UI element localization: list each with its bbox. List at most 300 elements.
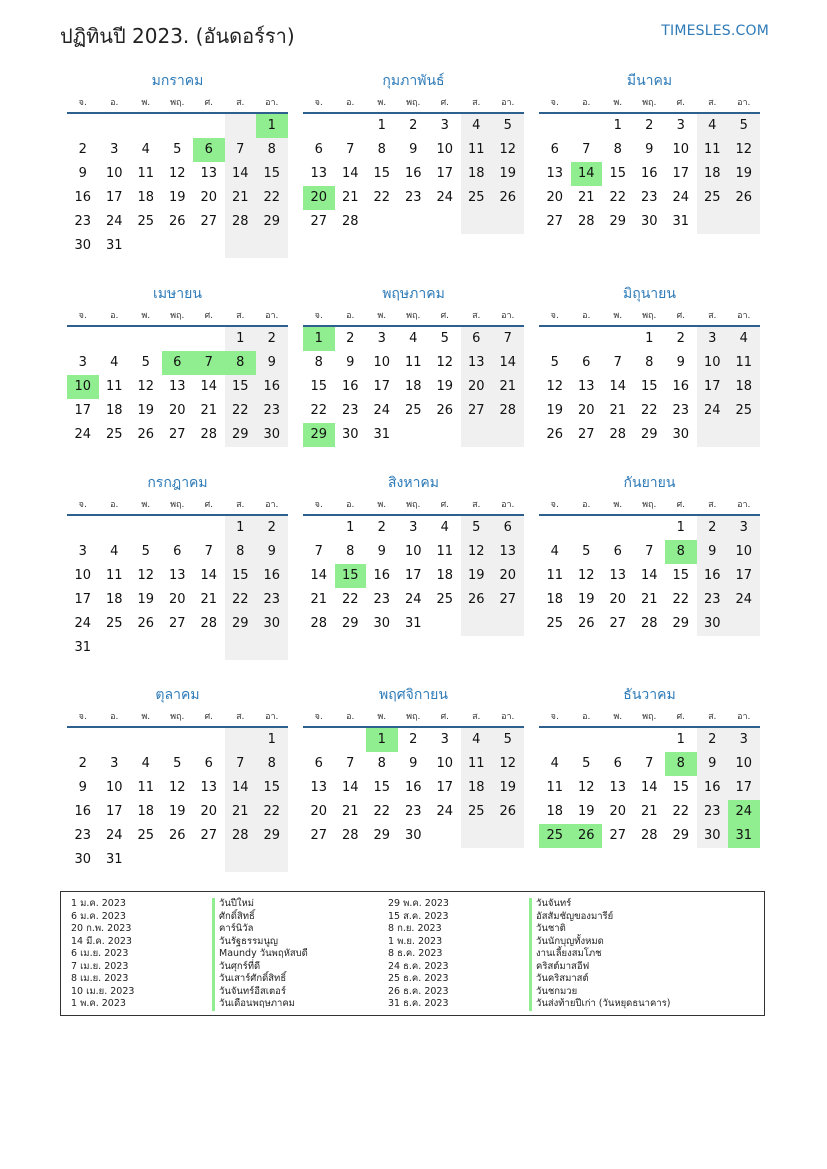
- day-cell[interactable]: 16: [74, 190, 92, 205]
- day-cell[interactable]: 1: [303, 327, 335, 351]
- day-cell[interactable]: 13: [546, 166, 564, 181]
- day-cell[interactable]: 15: [373, 166, 391, 181]
- day-cell[interactable]: 14: [200, 379, 218, 394]
- day-cell[interactable]: 1: [676, 732, 685, 747]
- day-cell[interactable]: 10: [74, 568, 92, 583]
- day-cell[interactable]: 22: [672, 592, 690, 607]
- day-cell[interactable]: 6: [204, 756, 213, 771]
- day-cell[interactable]: 22: [256, 800, 288, 824]
- day-cell[interactable]: 27: [200, 828, 218, 843]
- day-cell[interactable]: 2: [78, 756, 87, 771]
- day-cell[interactable]: 20: [492, 564, 524, 588]
- day-cell[interactable]: 18: [105, 403, 123, 418]
- day-cell[interactable]: 30: [697, 824, 729, 848]
- day-cell[interactable]: 14: [200, 568, 218, 583]
- day-cell[interactable]: 8: [613, 142, 622, 157]
- day-cell[interactable]: 16: [640, 166, 658, 181]
- day-cell[interactable]: 26: [728, 186, 760, 210]
- day-cell[interactable]: 17: [105, 190, 123, 205]
- day-cell[interactable]: 30: [640, 214, 658, 229]
- day-cell[interactable]: 2: [78, 142, 87, 157]
- day-cell[interactable]: 4: [141, 142, 150, 157]
- day-cell[interactable]: 3: [78, 544, 87, 559]
- day-cell[interactable]: 14: [571, 162, 603, 186]
- day-cell[interactable]: 25: [404, 403, 422, 418]
- day-cell[interactable]: 4: [110, 355, 119, 370]
- day-cell[interactable]: 1: [613, 118, 622, 133]
- day-cell[interactable]: 1: [256, 114, 288, 138]
- day-cell[interactable]: 20: [168, 592, 186, 607]
- day-cell[interactable]: 29: [672, 828, 690, 843]
- day-cell[interactable]: 27: [546, 214, 564, 229]
- day-cell[interactable]: 12: [577, 780, 595, 795]
- day-cell[interactable]: 9: [645, 142, 654, 157]
- day-cell[interactable]: 1: [676, 520, 685, 535]
- day-cell[interactable]: 29: [672, 616, 690, 631]
- day-cell[interactable]: 2: [377, 520, 386, 535]
- day-cell[interactable]: 10: [105, 780, 123, 795]
- day-cell[interactable]: 6: [314, 756, 323, 771]
- day-cell[interactable]: 20: [609, 804, 627, 819]
- day-cell[interactable]: 12: [461, 540, 493, 564]
- day-cell[interactable]: 9: [697, 540, 729, 564]
- day-cell[interactable]: 17: [105, 804, 123, 819]
- day-cell[interactable]: 25: [461, 186, 493, 210]
- day-cell[interactable]: 11: [546, 780, 564, 795]
- day-cell[interactable]: 4: [461, 728, 493, 752]
- day-cell[interactable]: 21: [577, 190, 595, 205]
- day-cell[interactable]: 6: [193, 138, 225, 162]
- day-cell[interactable]: 30: [404, 828, 422, 843]
- day-cell[interactable]: 6: [550, 142, 559, 157]
- day-cell[interactable]: 20: [546, 190, 564, 205]
- day-cell[interactable]: 2: [676, 331, 685, 346]
- day-cell[interactable]: 21: [640, 804, 658, 819]
- day-cell[interactable]: 13: [168, 568, 186, 583]
- day-cell[interactable]: 3: [676, 118, 685, 133]
- day-cell[interactable]: 16: [404, 780, 422, 795]
- day-cell[interactable]: 29: [341, 616, 359, 631]
- day-cell[interactable]: 18: [728, 375, 760, 399]
- day-cell[interactable]: 21: [609, 403, 627, 418]
- day-cell[interactable]: 7: [492, 327, 524, 351]
- day-cell[interactable]: 16: [256, 564, 288, 588]
- day-cell[interactable]: 31: [105, 238, 123, 253]
- day-cell[interactable]: 9: [346, 355, 355, 370]
- day-cell[interactable]: 30: [697, 612, 729, 636]
- day-cell[interactable]: 13: [609, 568, 627, 583]
- day-cell[interactable]: 30: [672, 427, 690, 442]
- day-cell[interactable]: 25: [697, 186, 729, 210]
- day-cell[interactable]: 1: [225, 327, 257, 351]
- day-cell[interactable]: 19: [546, 403, 564, 418]
- day-cell[interactable]: 25: [105, 427, 123, 442]
- day-cell[interactable]: 7: [193, 351, 225, 375]
- day-cell[interactable]: 6: [492, 516, 524, 540]
- day-cell[interactable]: 24: [404, 592, 422, 607]
- day-cell[interactable]: 27: [609, 616, 627, 631]
- day-cell[interactable]: 5: [173, 756, 182, 771]
- day-cell[interactable]: 23: [74, 828, 92, 843]
- day-cell[interactable]: 28: [200, 427, 218, 442]
- day-cell[interactable]: 5: [582, 544, 591, 559]
- day-cell[interactable]: 29: [609, 214, 627, 229]
- day-cell[interactable]: 15: [256, 162, 288, 186]
- day-cell[interactable]: 20: [310, 804, 328, 819]
- day-cell[interactable]: 23: [404, 190, 422, 205]
- day-cell[interactable]: 21: [310, 592, 328, 607]
- day-cell[interactable]: 28: [640, 828, 658, 843]
- day-cell[interactable]: 7: [204, 544, 213, 559]
- day-cell[interactable]: 20: [303, 186, 335, 210]
- day-cell[interactable]: 25: [105, 616, 123, 631]
- day-cell[interactable]: 31: [672, 214, 690, 229]
- day-cell[interactable]: 17: [373, 379, 391, 394]
- day-cell[interactable]: 9: [256, 540, 288, 564]
- day-cell[interactable]: 4: [550, 756, 559, 771]
- day-cell[interactable]: 23: [672, 403, 690, 418]
- day-cell[interactable]: 14: [341, 166, 359, 181]
- day-cell[interactable]: 12: [492, 752, 524, 776]
- day-cell[interactable]: 13: [577, 379, 595, 394]
- day-cell[interactable]: 22: [341, 592, 359, 607]
- day-cell[interactable]: 19: [436, 379, 454, 394]
- day-cell[interactable]: 23: [697, 800, 729, 824]
- day-cell[interactable]: 12: [168, 780, 186, 795]
- day-cell[interactable]: 5: [728, 114, 760, 138]
- day-cell[interactable]: 29: [640, 427, 658, 442]
- day-cell[interactable]: 5: [492, 728, 524, 752]
- day-cell[interactable]: 14: [225, 776, 257, 800]
- day-cell[interactable]: 11: [697, 138, 729, 162]
- day-cell[interactable]: 10: [105, 166, 123, 181]
- day-cell[interactable]: 16: [697, 776, 729, 800]
- day-cell[interactable]: 29: [225, 612, 257, 636]
- day-cell[interactable]: 6: [613, 756, 622, 771]
- day-cell[interactable]: 4: [461, 114, 493, 138]
- day-cell[interactable]: 28: [640, 616, 658, 631]
- day-cell[interactable]: 12: [436, 355, 454, 370]
- day-cell[interactable]: 12: [546, 379, 564, 394]
- day-cell[interactable]: 6: [461, 327, 493, 351]
- day-cell[interactable]: 13: [310, 780, 328, 795]
- day-cell[interactable]: 18: [546, 592, 564, 607]
- day-cell[interactable]: 12: [137, 379, 155, 394]
- day-cell[interactable]: 5: [141, 544, 150, 559]
- day-cell[interactable]: 18: [461, 776, 493, 800]
- day-cell[interactable]: 8: [225, 540, 257, 564]
- day-cell[interactable]: 15: [609, 166, 627, 181]
- day-cell[interactable]: 19: [168, 190, 186, 205]
- day-cell[interactable]: 7: [346, 756, 355, 771]
- day-cell[interactable]: 10: [436, 142, 454, 157]
- day-cell[interactable]: 16: [256, 375, 288, 399]
- day-cell[interactable]: 27: [310, 214, 328, 229]
- day-cell[interactable]: 11: [461, 752, 493, 776]
- day-cell[interactable]: 2: [346, 331, 355, 346]
- day-cell[interactable]: 28: [492, 399, 524, 423]
- day-cell[interactable]: 26: [492, 186, 524, 210]
- day-cell[interactable]: 26: [137, 427, 155, 442]
- day-cell[interactable]: 21: [492, 375, 524, 399]
- day-cell[interactable]: 20: [609, 592, 627, 607]
- day-cell[interactable]: 24: [74, 616, 92, 631]
- day-cell[interactable]: 6: [173, 544, 182, 559]
- day-cell[interactable]: 13: [168, 379, 186, 394]
- day-cell[interactable]: 9: [697, 752, 729, 776]
- day-cell[interactable]: 19: [137, 403, 155, 418]
- day-cell[interactable]: 31: [373, 427, 391, 442]
- day-cell[interactable]: 3: [409, 520, 418, 535]
- day-cell[interactable]: 3: [697, 327, 729, 351]
- day-cell[interactable]: 29: [256, 210, 288, 234]
- day-cell[interactable]: 23: [404, 804, 422, 819]
- day-cell[interactable]: 29: [225, 423, 257, 447]
- day-cell[interactable]: 2: [697, 516, 729, 540]
- day-cell[interactable]: 24: [436, 190, 454, 205]
- day-cell[interactable]: 11: [105, 568, 123, 583]
- day-cell[interactable]: 22: [225, 399, 257, 423]
- day-cell[interactable]: 28: [225, 210, 257, 234]
- day-cell[interactable]: 4: [440, 520, 449, 535]
- day-cell[interactable]: 7: [346, 142, 355, 157]
- day-cell[interactable]: 18: [546, 804, 564, 819]
- day-cell[interactable]: 15: [225, 564, 257, 588]
- day-cell[interactable]: 16: [697, 564, 729, 588]
- day-cell[interactable]: 20: [461, 375, 493, 399]
- day-cell[interactable]: 11: [728, 351, 760, 375]
- day-cell[interactable]: 19: [137, 592, 155, 607]
- day-cell[interactable]: 11: [546, 568, 564, 583]
- day-cell[interactable]: 3: [728, 728, 760, 752]
- day-cell[interactable]: 6: [582, 355, 591, 370]
- day-cell[interactable]: 15: [672, 568, 690, 583]
- day-cell[interactable]: 21: [225, 186, 257, 210]
- day-cell[interactable]: 29: [303, 423, 335, 447]
- day-cell[interactable]: 2: [645, 118, 654, 133]
- day-cell[interactable]: 23: [341, 403, 359, 418]
- day-cell[interactable]: 28: [341, 214, 359, 229]
- day-cell[interactable]: 21: [341, 804, 359, 819]
- day-cell[interactable]: 24: [74, 427, 92, 442]
- day-cell[interactable]: 14: [225, 162, 257, 186]
- day-cell[interactable]: 24: [672, 190, 690, 205]
- day-cell[interactable]: 14: [609, 379, 627, 394]
- day-cell[interactable]: 10: [672, 142, 690, 157]
- day-cell[interactable]: 22: [640, 403, 658, 418]
- day-cell[interactable]: 18: [137, 190, 155, 205]
- day-cell[interactable]: 30: [74, 852, 92, 867]
- day-cell[interactable]: 21: [200, 592, 218, 607]
- day-cell[interactable]: 24: [728, 588, 760, 612]
- day-cell[interactable]: 16: [373, 568, 391, 583]
- day-cell[interactable]: 6: [613, 544, 622, 559]
- day-cell[interactable]: 15: [672, 780, 690, 795]
- day-cell[interactable]: 13: [609, 780, 627, 795]
- day-cell[interactable]: 27: [577, 427, 595, 442]
- day-cell[interactable]: 23: [74, 214, 92, 229]
- day-cell[interactable]: 11: [137, 780, 155, 795]
- day-cell[interactable]: 1: [346, 520, 355, 535]
- day-cell[interactable]: 16: [74, 804, 92, 819]
- day-cell[interactable]: 16: [404, 166, 422, 181]
- day-cell[interactable]: 8: [346, 544, 355, 559]
- day-cell[interactable]: 8: [377, 142, 386, 157]
- day-cell[interactable]: 14: [310, 568, 328, 583]
- day-cell[interactable]: 13: [461, 351, 493, 375]
- day-cell[interactable]: 27: [461, 399, 493, 423]
- day-cell[interactable]: 19: [492, 162, 524, 186]
- day-cell[interactable]: 26: [461, 588, 493, 612]
- day-cell[interactable]: 7: [314, 544, 323, 559]
- day-cell[interactable]: 30: [256, 612, 288, 636]
- day-cell[interactable]: 4: [550, 544, 559, 559]
- day-cell[interactable]: 18: [697, 162, 729, 186]
- day-cell[interactable]: 23: [373, 592, 391, 607]
- day-cell[interactable]: 22: [310, 403, 328, 418]
- day-cell[interactable]: 8: [256, 138, 288, 162]
- day-cell[interactable]: 8: [314, 355, 323, 370]
- day-cell[interactable]: 24: [728, 800, 760, 824]
- day-cell[interactable]: 10: [728, 752, 760, 776]
- day-cell[interactable]: 25: [728, 399, 760, 423]
- day-cell[interactable]: 22: [609, 190, 627, 205]
- day-cell[interactable]: 10: [728, 540, 760, 564]
- day-cell[interactable]: 4: [697, 114, 729, 138]
- day-cell[interactable]: 2: [256, 327, 288, 351]
- day-cell[interactable]: 7: [645, 756, 654, 771]
- day-cell[interactable]: 31: [404, 616, 422, 631]
- day-cell[interactable]: 20: [168, 403, 186, 418]
- day-cell[interactable]: 15: [256, 776, 288, 800]
- day-cell[interactable]: 13: [200, 780, 218, 795]
- day-cell[interactable]: 12: [168, 166, 186, 181]
- day-cell[interactable]: 1: [645, 331, 654, 346]
- day-cell[interactable]: 26: [168, 214, 186, 229]
- day-cell[interactable]: 17: [697, 375, 729, 399]
- day-cell[interactable]: 12: [492, 138, 524, 162]
- day-cell[interactable]: 16: [672, 379, 690, 394]
- day-cell[interactable]: 24: [105, 828, 123, 843]
- day-cell[interactable]: 8: [377, 756, 386, 771]
- day-cell[interactable]: 11: [137, 166, 155, 181]
- day-cell[interactable]: 10: [404, 544, 422, 559]
- day-cell[interactable]: 4: [728, 327, 760, 351]
- day-cell[interactable]: 21: [640, 592, 658, 607]
- day-cell[interactable]: 23: [697, 588, 729, 612]
- day-cell[interactable]: 5: [461, 516, 493, 540]
- day-cell[interactable]: 20: [200, 190, 218, 205]
- day-cell[interactable]: 30: [373, 616, 391, 631]
- day-cell[interactable]: 11: [461, 138, 493, 162]
- day-cell[interactable]: 9: [409, 756, 418, 771]
- day-cell[interactable]: 23: [256, 588, 288, 612]
- day-cell[interactable]: 22: [373, 190, 391, 205]
- day-cell[interactable]: 18: [461, 162, 493, 186]
- day-cell[interactable]: 27: [492, 588, 524, 612]
- day-cell[interactable]: 17: [436, 780, 454, 795]
- day-cell[interactable]: 27: [168, 616, 186, 631]
- day-cell[interactable]: 3: [78, 355, 87, 370]
- day-cell[interactable]: 7: [582, 142, 591, 157]
- day-cell[interactable]: 25: [137, 828, 155, 843]
- day-cell[interactable]: 21: [341, 190, 359, 205]
- day-cell[interactable]: 8: [665, 540, 697, 564]
- day-cell[interactable]: 3: [110, 756, 119, 771]
- day-cell[interactable]: 9: [377, 544, 386, 559]
- day-cell[interactable]: 30: [341, 427, 359, 442]
- day-cell[interactable]: 26: [436, 403, 454, 418]
- day-cell[interactable]: 29: [373, 828, 391, 843]
- day-cell[interactable]: 11: [436, 544, 454, 559]
- day-cell[interactable]: 17: [404, 568, 422, 583]
- day-cell[interactable]: 11: [404, 355, 422, 370]
- day-cell[interactable]: 13: [492, 540, 524, 564]
- day-cell[interactable]: 24: [373, 403, 391, 418]
- day-cell[interactable]: 2: [409, 732, 418, 747]
- day-cell[interactable]: 5: [173, 142, 182, 157]
- day-cell[interactable]: 18: [105, 592, 123, 607]
- day-cell[interactable]: 1: [377, 118, 386, 133]
- day-cell[interactable]: 18: [436, 568, 454, 583]
- day-cell[interactable]: 6: [162, 351, 194, 375]
- day-cell[interactable]: 3: [440, 732, 449, 747]
- day-cell[interactable]: 8: [665, 752, 697, 776]
- day-cell[interactable]: 26: [577, 616, 595, 631]
- day-cell[interactable]: 25: [546, 616, 564, 631]
- day-cell[interactable]: 29: [256, 824, 288, 848]
- day-cell[interactable]: 28: [341, 828, 359, 843]
- day-cell[interactable]: 5: [141, 355, 150, 370]
- day-cell[interactable]: 9: [676, 355, 685, 370]
- day-cell[interactable]: 17: [74, 592, 92, 607]
- day-cell[interactable]: 23: [256, 399, 288, 423]
- day-cell[interactable]: 28: [225, 824, 257, 848]
- day-cell[interactable]: 22: [373, 804, 391, 819]
- day-cell[interactable]: 4: [409, 331, 418, 346]
- day-cell[interactable]: 5: [440, 331, 449, 346]
- day-cell[interactable]: 20: [577, 403, 595, 418]
- day-cell[interactable]: 28: [310, 616, 328, 631]
- day-cell[interactable]: 3: [377, 331, 386, 346]
- day-cell[interactable]: 1: [366, 728, 398, 752]
- day-cell[interactable]: 9: [256, 351, 288, 375]
- day-cell[interactable]: 25: [461, 800, 493, 824]
- day-cell[interactable]: 22: [672, 804, 690, 819]
- day-cell[interactable]: 1: [225, 516, 257, 540]
- day-cell[interactable]: 9: [78, 780, 87, 795]
- day-cell[interactable]: 22: [225, 588, 257, 612]
- day-cell[interactable]: 2: [256, 516, 288, 540]
- day-cell[interactable]: 13: [200, 166, 218, 181]
- day-cell[interactable]: 27: [310, 828, 328, 843]
- day-cell[interactable]: 31: [728, 824, 760, 848]
- day-cell[interactable]: 4: [141, 756, 150, 771]
- day-cell[interactable]: 30: [256, 423, 288, 447]
- day-cell[interactable]: 24: [697, 399, 729, 423]
- day-cell[interactable]: 12: [728, 138, 760, 162]
- day-cell[interactable]: 8: [645, 355, 654, 370]
- day-cell[interactable]: 31: [74, 640, 92, 655]
- day-cell[interactable]: 14: [341, 780, 359, 795]
- day-cell[interactable]: 19: [577, 804, 595, 819]
- day-cell[interactable]: 10: [373, 355, 391, 370]
- day-cell[interactable]: 20: [200, 804, 218, 819]
- day-cell[interactable]: 10: [436, 756, 454, 771]
- day-cell[interactable]: 19: [168, 804, 186, 819]
- day-cell[interactable]: 5: [582, 756, 591, 771]
- day-cell[interactable]: 17: [728, 776, 760, 800]
